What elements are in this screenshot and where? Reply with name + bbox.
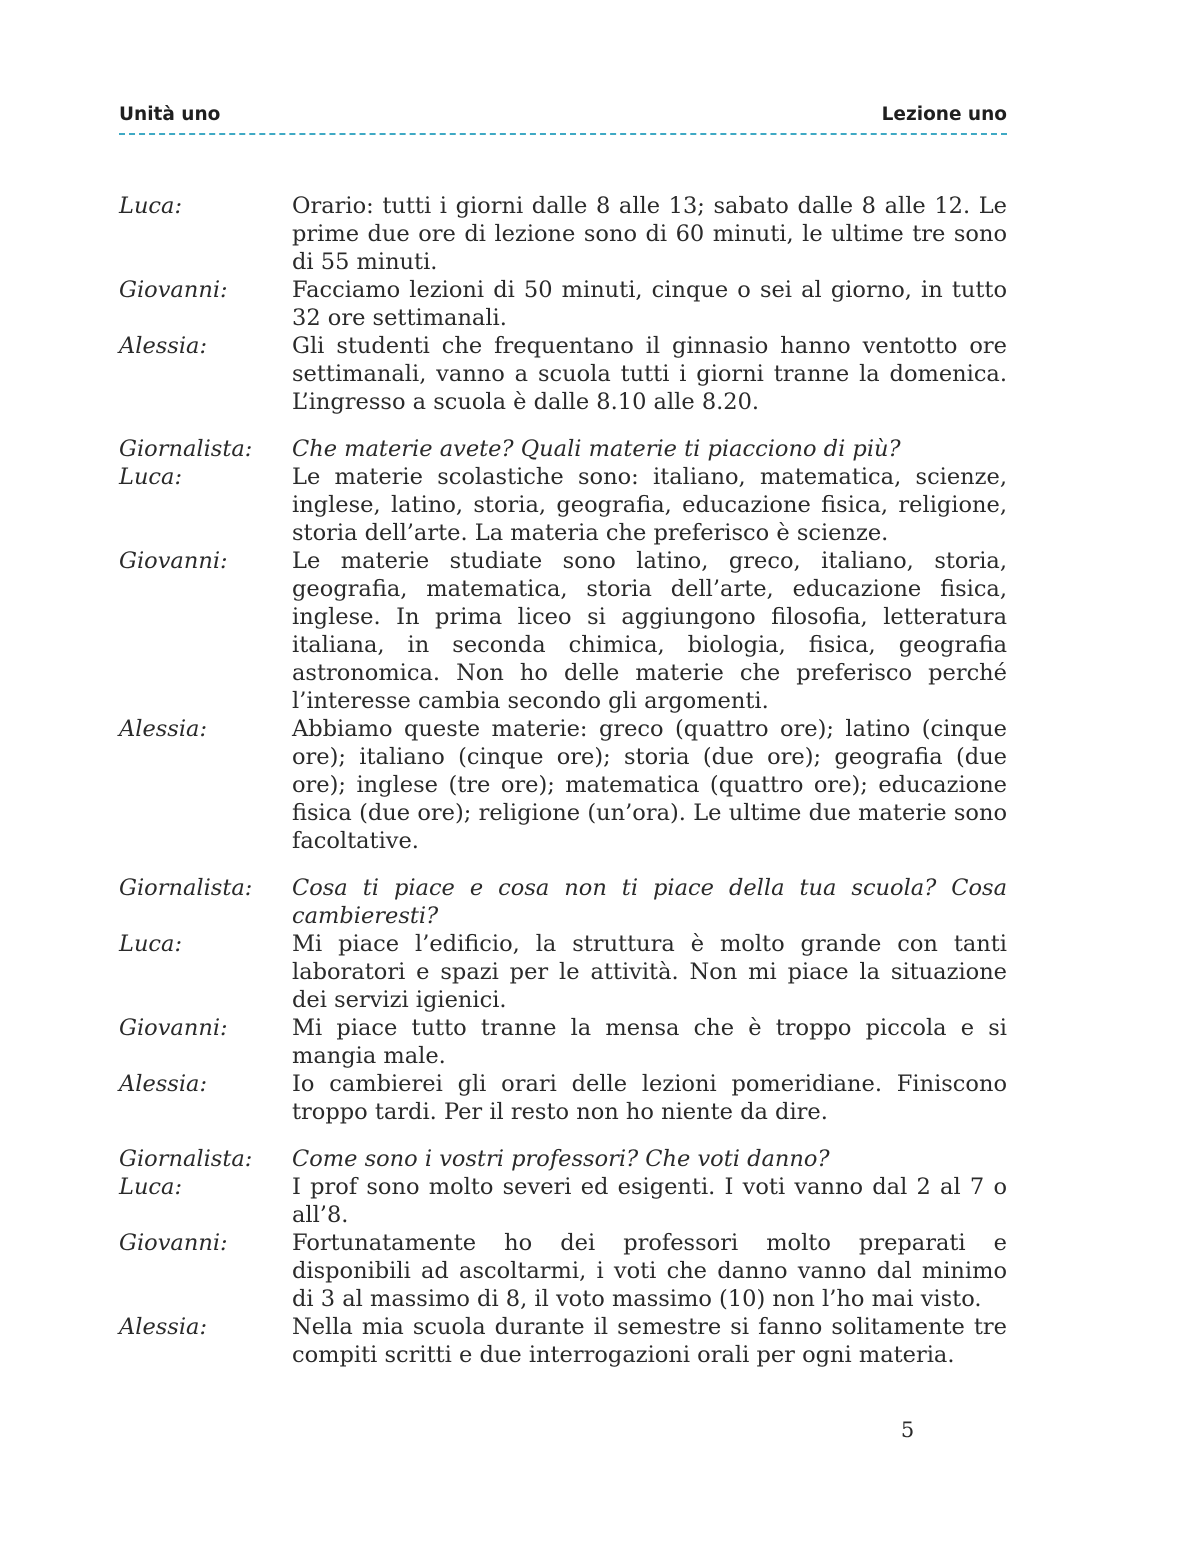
dialogue-turn xyxy=(119,276,1007,332)
speech-text: Cosa ti piace e cosa non ti piace della tua scuola? Cosa cambieresti? xyxy=(292,875,1007,929)
lesson-label: Lezione uno xyxy=(881,104,1007,125)
dialogue-turn xyxy=(119,332,1007,416)
dialogue-turn xyxy=(119,547,1007,715)
speaker-name: Luca: xyxy=(119,931,183,957)
dialogue-turn xyxy=(119,463,1007,547)
dialogue-turn xyxy=(119,874,1007,930)
speech-text: I prof sono molto severi ed esigenti. I voti vanno dal 2 al 7 o all’8. xyxy=(292,1174,1007,1228)
speaker-name: Giovanni: xyxy=(119,1015,228,1041)
speech-text: Mi piace tutto tranne la mensa che è troppo piccola e si mangia male. xyxy=(292,1015,1007,1069)
dialogue-turn xyxy=(119,1313,1007,1369)
speech-text: Abbiamo queste materie: greco (quattro ore); latino (cinque ore); italiano (cinque ore); storia (due ore); geografia (due ore); inglese (tre ore); matematica (quattro ore); educazione fisica (due ore); religione (un’ora). Le ultime due materie sono facoltative. xyxy=(292,716,1007,854)
speech-text: Mi piace l’edificio, la struttura è molto grande con tanti laboratori e spazi per le attività. Non mi piace la situazione dei servizi igienici. xyxy=(292,931,1007,1013)
speaker-name: Alessia: xyxy=(119,1071,208,1097)
speech-text: Orario: tutti i giorni dalle 8 alle 13; sabato dalle 8 alle 12. Le prime due ore di lezione sono di 60 minuti, le ultime tre sono di 55 minuti. xyxy=(292,193,1007,275)
page-number: 5 xyxy=(900,1418,915,1442)
speaker-name: Giovanni: xyxy=(119,548,228,574)
speech-text: Le materie studiate sono latino, greco, italiano, storia, geografia, matematica, storia dell’arte, educazione fisica, inglese. In prima liceo si aggiungono filosofia, letteratura italiana, in seconda chimica, biologia, fisica, geografia astronomica. Non ho delle materie che preferisco perché l’interesse cambia secondo gli argomenti. xyxy=(292,548,1007,714)
speech-text: Nella mia scuola durante il semestre si fanno solitamente tre compiti scritti e due interrogazioni orali per ogni materia. xyxy=(292,1314,1007,1368)
dialogue-turn xyxy=(119,715,1007,855)
speech-text: Io cambierei gli orari delle lezioni pomeridiane. Finiscono troppo tardi. Per il resto non ho niente da dire. xyxy=(292,1071,1007,1125)
speaker-name: Luca: xyxy=(119,193,183,219)
speech-text: Facciamo lezioni di 50 minuti, cinque o sei al giorno, in tutto 32 ore settimanali. xyxy=(292,277,1007,331)
speaker-name: Giornalista: xyxy=(119,1146,253,1172)
dialogue-turn xyxy=(119,1014,1007,1070)
interview-dialogue xyxy=(119,192,1007,1369)
speaker-name: Luca: xyxy=(119,1174,183,1200)
speech-text: Che materie avete? Quali materie ti piacciono di più? xyxy=(292,436,901,462)
speaker-name: Alessia: xyxy=(119,333,208,359)
speaker-name: Giovanni: xyxy=(119,1230,228,1256)
speaker-name: Alessia: xyxy=(119,716,208,742)
speech-text: Le materie scolastiche sono: italiano, matematica, scienze, inglese, latino, storia, geografia, educazione fisica, religione, storia dell’arte. La materia che preferisco è scienze. xyxy=(292,464,1007,546)
speaker-name: Giornalista: xyxy=(119,875,253,901)
dialogue-turn xyxy=(119,1229,1007,1313)
speech-text: Gli studenti che frequentano il ginnasio hanno ventotto ore settimanali, vanno a scuola tutti i giorni tranne la domenica. L’ingresso a scuola è dalle 8.10 alle 8.20. xyxy=(292,333,1007,415)
header-dashed-rule xyxy=(119,133,1007,135)
speech-text: Fortunatamente ho dei professori molto preparati e disponibili ad ascoltarmi, i voti che danno vanno dal minimo di 3 al massimo di 8, il voto massimo (10) non l’ho mai visto. xyxy=(292,1230,1007,1312)
dialogue-turn xyxy=(119,1173,1007,1229)
speaker-name: Alessia: xyxy=(119,1314,208,1340)
running-header xyxy=(119,104,1007,125)
dialogue-turn xyxy=(119,930,1007,1014)
speaker-name: Giornalista: xyxy=(119,436,253,462)
speaker-name: Giovanni: xyxy=(119,277,228,303)
speech-text: Come sono i vostri professori? Che voti danno? xyxy=(292,1146,830,1172)
unit-label: Unità uno xyxy=(119,104,221,125)
speaker-name: Luca: xyxy=(119,464,183,490)
dialogue-turn xyxy=(119,1145,1007,1173)
dialogue-turn xyxy=(119,435,1007,463)
dialogue-turn xyxy=(119,192,1007,276)
dialogue-turn xyxy=(119,1070,1007,1126)
